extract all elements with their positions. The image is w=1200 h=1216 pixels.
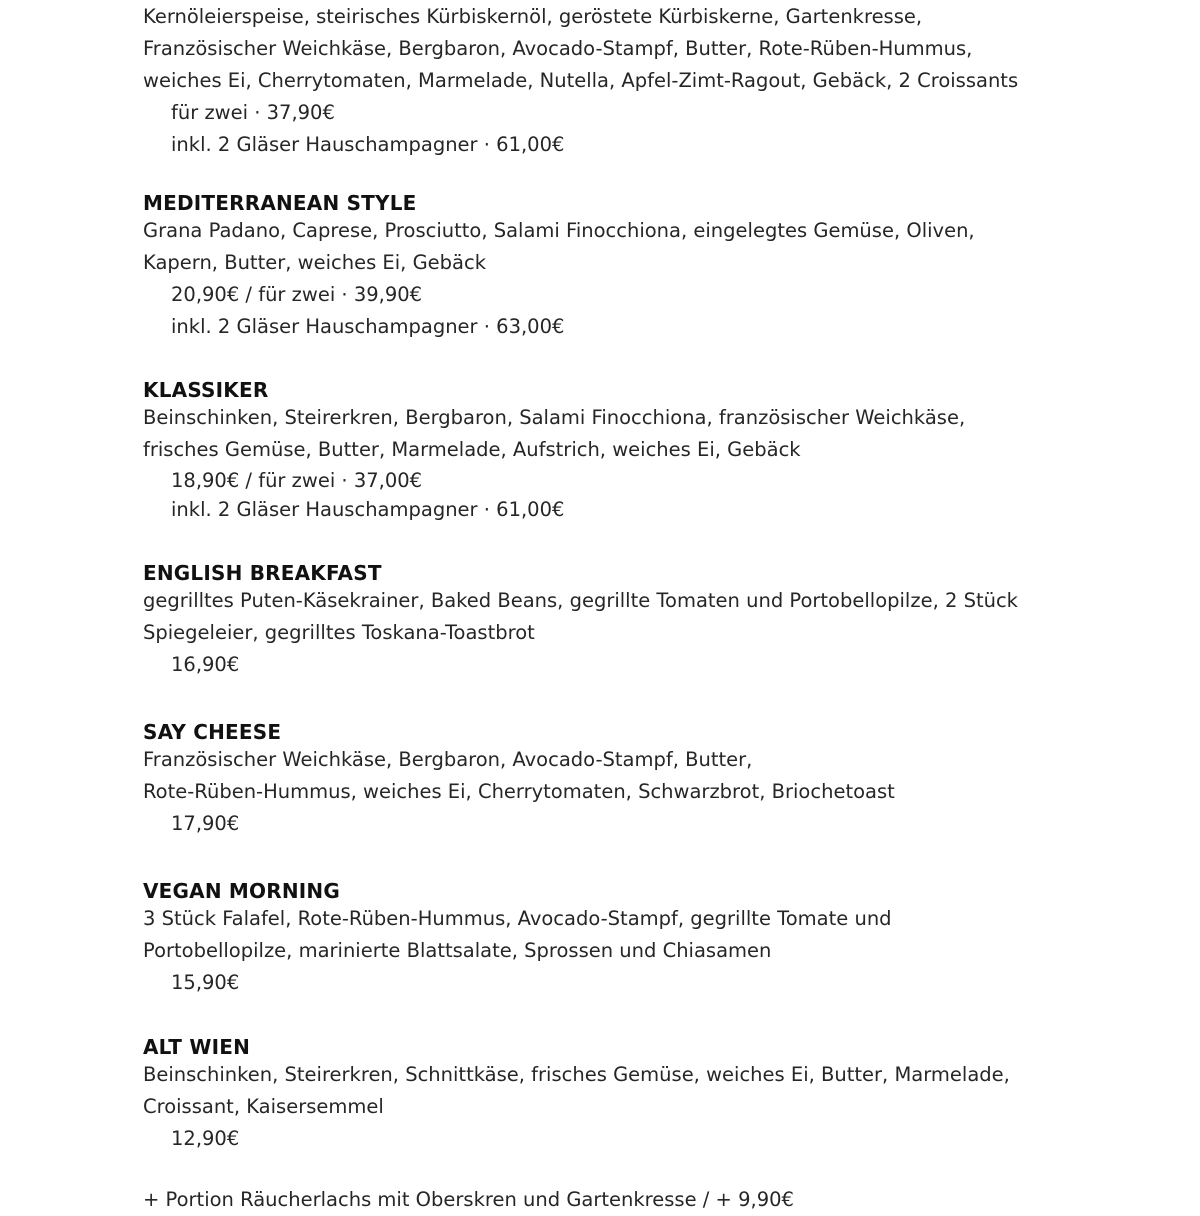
item-price: 17,90€	[171, 812, 240, 835]
item-description-line: weiches Ei, Cherrytomaten, Marmelade, Nutella, Apfel-Zimt-Ragout, Gebäck, 2 Croissants	[143, 69, 1019, 92]
item-description-line: Grana Padano, Caprese, Prosciutto, Salami Finocchiona, eingelegtes Gemüse, Oliven,	[143, 219, 975, 242]
menu-section-alt-wien	[143, 1035, 1010, 1155]
item-price: 12,90€	[171, 1127, 240, 1150]
addon-footnote: + Portion Räucherlachs mit Oberskren und Gartenkresse / + 9,90€	[143, 1188, 794, 1211]
item-description-line: frisches Gemüse, Butter, Marmelade, Aufstrich, weiches Ei, Gebäck	[143, 438, 801, 461]
section-title: SAY CHEESE	[143, 720, 282, 744]
item-description-line: Beinschinken, Steirerkren, Schnittkäse, frisches Gemüse, weiches Ei, Butter, Marmelade,	[143, 1063, 1010, 1086]
item-price: 16,90€	[171, 653, 240, 676]
item-price-champagne: inkl. 2 Gläser Hauschampagner · 63,00€	[171, 315, 565, 338]
item-description-line: Kernöleierspeise, steirisches Kürbiskernöl, geröstete Kürbiskerne, Gartenkresse,	[143, 5, 923, 28]
item-price-champagne: inkl. 2 Gläser Hauschampagner · 61,00€	[171, 133, 565, 156]
menu-section-say-cheese	[143, 720, 895, 840]
item-description-line: Spiegeleier, gegrilltes Toskana-Toastbrot	[143, 621, 535, 644]
section-title: ENGLISH BREAKFAST	[143, 561, 382, 585]
section-title: KLASSIKER	[143, 378, 269, 402]
item-description-line: Kapern, Butter, weiches Ei, Gebäck	[143, 251, 487, 274]
menu-section-klassiker	[143, 378, 965, 524]
item-description-line: 3 Stück Falafel, Rote-Rüben-Hummus, Avocado-Stampf, gegrillte Tomate und	[143, 907, 892, 930]
item-description-line: Rote-Rüben-Hummus, weiches Ei, Cherrytomaten, Schwarzbrot, Briochetoast	[143, 780, 895, 803]
item-description-line: Französischer Weichkäse, Bergbaron, Avocado-Stampf, Butter, Rote-Rüben-Hummus,	[143, 37, 973, 60]
item-description-line: Croissant, Kaisersemmel	[143, 1095, 384, 1118]
item-description-line: Französischer Weichkäse, Bergbaron, Avocado-Stampf, Butter,	[143, 748, 753, 771]
item-price: 15,90€	[171, 971, 240, 994]
item-price-champagne: inkl. 2 Gläser Hauschampagner · 61,00€	[171, 498, 565, 521]
section-title: MEDITERRANEAN STYLE	[143, 191, 417, 215]
item-price: für zwei · 37,90€	[171, 101, 335, 124]
section-title: ALT WIEN	[143, 1035, 251, 1059]
section-title: VEGAN MORNING	[143, 879, 340, 903]
item-price: 18,90€ / für zwei · 37,00€	[171, 469, 423, 492]
menu-section-vegan-morning	[143, 879, 892, 999]
item-description-line: gegrilltes Puten-Käsekrainer, Baked Beans, gegrillte Tomaten und Portobellopilze, 2 Stück	[143, 589, 1018, 612]
menu-section-festive-breakfast	[143, 1, 1018, 161]
item-description-line: Portobellopilze, marinierte Blattsalate, Sprossen und Chiasamen	[143, 939, 772, 962]
item-description-line: Beinschinken, Steirerkren, Bergbaron, Salami Finocchiona, französischer Weichkäse,	[143, 406, 966, 429]
menu-section-mediterranean-style	[143, 191, 975, 343]
item-price: 20,90€ / für zwei · 39,90€	[171, 283, 423, 306]
menu-section-english-breakfast	[143, 561, 1018, 681]
